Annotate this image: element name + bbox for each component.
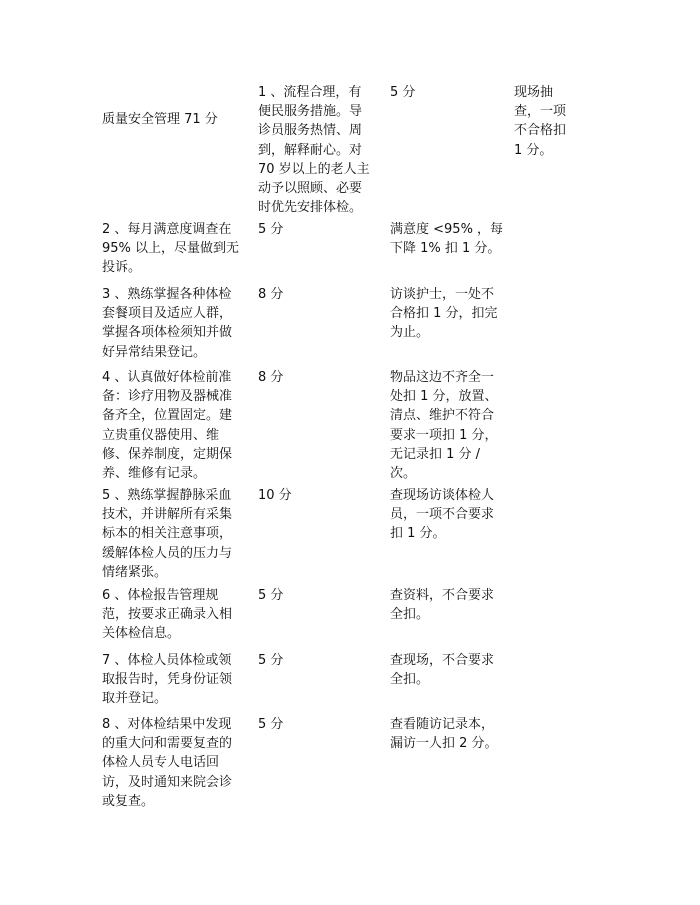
standard-text-7: 7 、体检人员体检或领 取报告时，凭身份证领 取并登记。 [102,653,233,707]
score-8: 5 分 [258,717,284,732]
deduction-text-8: 查看随访记录本， 漏访一人扣 2 分。 [390,717,498,752]
score-6: 5 分 [258,588,284,603]
standard-text-5: 5 、熟练掌握静脉采血 技术，并讲解所有采集 标本的相关注意事项， 缓解体检人员的压力与 情绪紧张。 [102,488,233,580]
standard-text-2: 2 、每月满意度调查在 95% 以上，尽量做到无 投诉。 [102,222,240,276]
deduction-text-6: 查资料，不合要求 全扣。 [390,588,495,623]
score-5: 10 分 [258,488,292,503]
method-text-1: 现场抽 查，一项 不合格扣 1 分。 [514,85,567,158]
standard-text-4: 4 、认真做好体检前准 备：诊疗用物及器械准 备齐全，位置固定。建 立贵重仪器使用、维 修、保养制度，定期保 养、维修有记录。 [102,370,233,482]
deduction-text-2: 满意度 <95% ，每 下降 1% 扣 1 分。 [390,222,504,257]
score-1: 5 分 [390,85,416,100]
standard-text-1: 1 、流程合理，有 便民服务措施。导 诊员服务热情、周 到，解释耐心。对 70 岁以上的老人主 动予以照顾、必要 时优先安排体检。 [258,85,370,216]
deduction-text-4: 物品这边不齐全一 处扣 1 分，放置、 清点、维护不符合 要求一项扣 1 分， 无记录扣 1 分 / 次。 [390,370,498,482]
category-title: 质量安全管理 71 分 [102,112,218,127]
standard-text-6: 6 、体检报告管理规 范，按要求正确录入相 关体检信息。 [102,588,233,642]
score-3: 8 分 [258,287,284,302]
deduction-text-3: 访谈护士，一处不 合格扣 1 分，扣完 为止。 [390,287,498,341]
deduction-text-7: 查现场，不合要求 全扣。 [390,653,495,688]
standard-text-3: 3 、熟练掌握各种体检 套餐项目及适应人群， 掌握各项体检须知并做 好异常结果登记。 [102,287,233,360]
standard-text-8: 8 、对体检结果中发现 的重大问和需要复查的 体检人员专人电话回 访，及时通知来院会诊 或复查。 [102,717,233,809]
deduction-text-5: 查现场访谈体检人 员，一项不合要求 扣 1 分。 [390,488,495,542]
score-2: 5 分 [258,222,284,237]
score-7: 5 分 [258,653,284,668]
score-4: 8 分 [258,370,284,385]
